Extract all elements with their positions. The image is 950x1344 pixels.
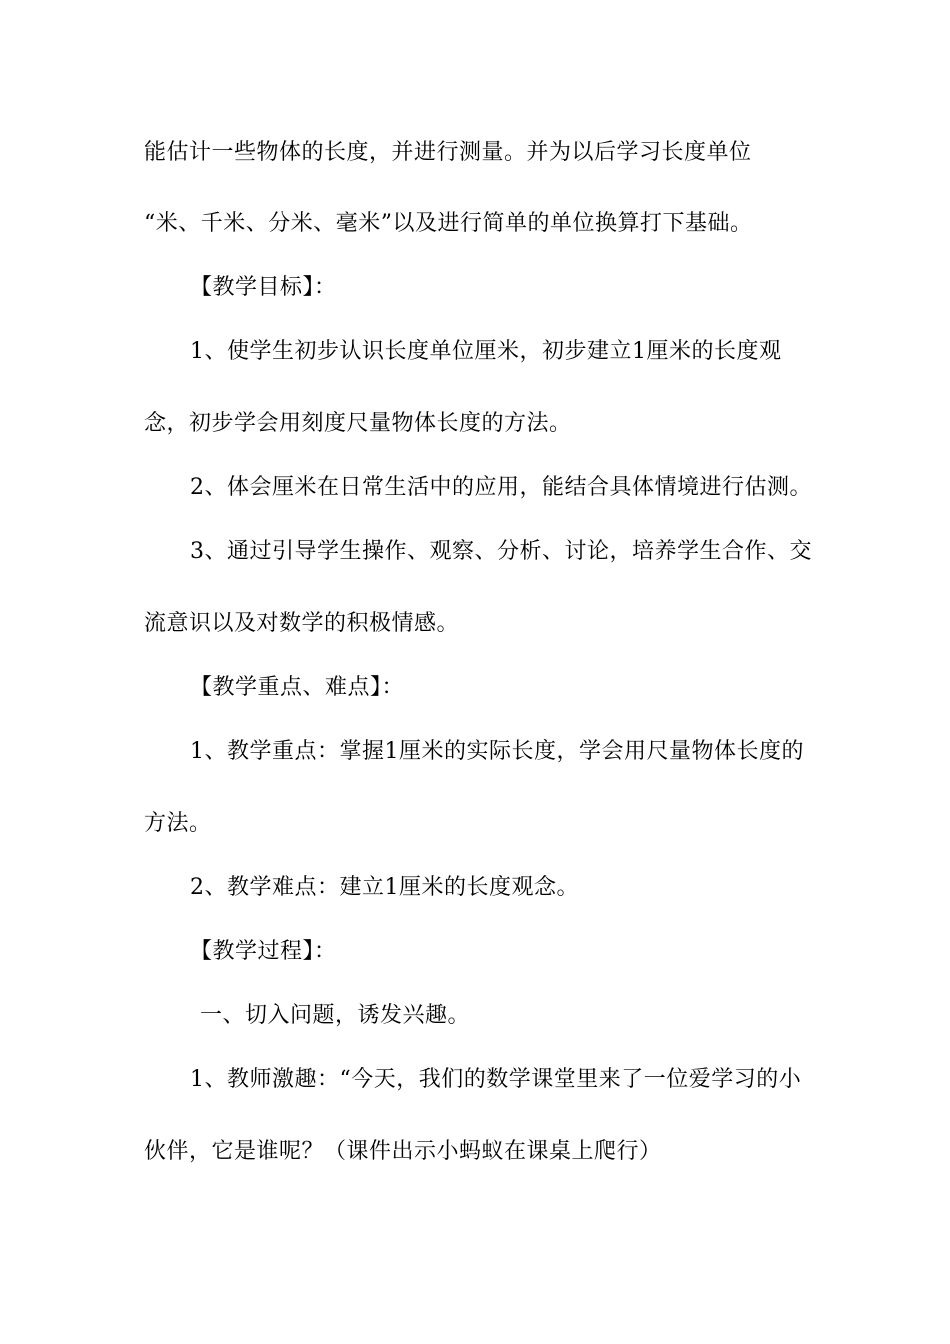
paragraph-line: 1、教学重点：掌握1厘米的实际长度，学会用尺量物体长度的 <box>190 739 804 764</box>
section-heading-key-points: 【教学重点、难点】： <box>190 675 405 700</box>
section-heading-process: 【教学过程】： <box>190 939 337 964</box>
paragraph-line: 2、教学难点：建立1厘米的长度观念。 <box>190 875 579 900</box>
paragraph-line: 能估计一些物体的长度，并进行测量。并为以后学习长度单位 <box>144 140 752 165</box>
paragraph-line: 方法。 <box>144 811 212 836</box>
paragraph-line: 念，初步学会用刻度尺量物体长度的方法。 <box>144 411 572 436</box>
paragraph-line: 流意识以及对数学的积极情感。 <box>144 611 460 636</box>
paragraph-line: 1、教师激趣：“今天，我们的数学课堂里来了一位爱学习的小 <box>190 1067 802 1092</box>
paragraph-line: 伙伴，它是谁呢？（课件出示小蚂蚁在课桌上爬行） <box>144 1139 662 1164</box>
paragraph-line: 2、体会厘米在日常生活中的应用，能结合具体情境进行估测。 <box>190 475 812 500</box>
section-heading-objectives: 【教学目标】： <box>190 275 337 300</box>
subsection-heading: 一、切入问题，诱发兴趣。 <box>200 1003 471 1028</box>
paragraph-line: 1、使学生初步认识长度单位厘米，初步建立1厘米的长度观 <box>190 339 782 364</box>
paragraph-line: 3、通过引导学生操作、观察、分析、讨论，培养学生合作、交 <box>190 539 812 564</box>
paragraph-line: “米、千米、分米、毫米”以及进行简单的单位换算打下基础。 <box>144 211 753 236</box>
